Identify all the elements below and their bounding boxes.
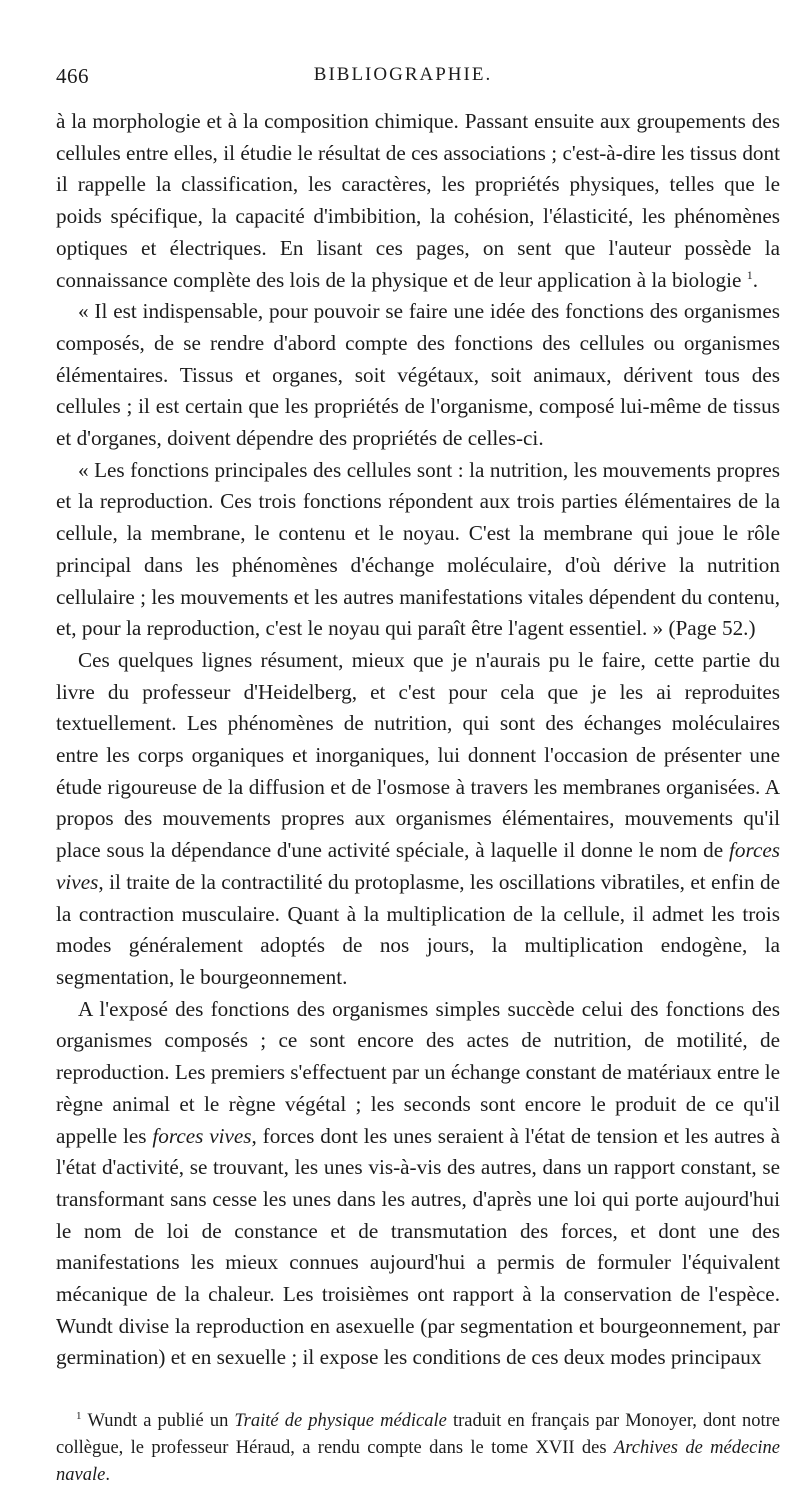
text-run: . <box>752 267 759 292</box>
text-run: Ces quelques lignes résument, mieux que je n'aurais pu le faire, cette partie du livre du professeur d'Heidelberg, et c'est pour cela que je les ai reproduites textuellement. Les phénomènes de nutrition, qui sont des échanges moléculaires entre les corps organiques et inorganiques, lui donnent l'occasion de présenter une étude rigoureuse de la diffusion et de l'osmose à travers les membranes organisées. A propos des mouvements propres aux organismes élémentaires, mouvements qu'il place sous la dépendance d'une activité spéciale, à laquelle il donne le nom de <box>56 647 780 863</box>
paragraph <box>56 106 780 296</box>
footnote <box>56 1408 780 1489</box>
italic-text: forces vives <box>56 838 780 894</box>
italic-text: forces vives <box>152 1123 252 1148</box>
text-run: « Il est indispensable, pour pouvoir se faire une idée des fonctions des organismes composés, de se rendre d'abord compte des fonctions des cellules ou organismes élémentaires. Tissus et organes, soit végétaux, soit animaux, dérivent tous des cellules ; il est certain que les propriétés de l'organisme, composé lui-même de tissus et d'organes, doivent dépendre des propriétés de celles-ci. <box>56 299 780 451</box>
running-title: BIBLIOGRAPHIE. <box>313 64 493 85</box>
running-head <box>56 64 780 96</box>
text-run: . <box>105 1465 110 1486</box>
footnotes <box>56 1408 780 1489</box>
text-run: , il traite de la contractilité du protoplasme, les oscillations vibratiles, et enfin de la contraction musculaire. Quant à la multiplication de la cellule, il admet les trois modes généralement adoptés de nos jours, la multiplication endogène, la segmentation, le bourgeonnement. <box>56 869 780 989</box>
text-run: Wundt a publié un <box>87 1411 235 1432</box>
text-run: à la morphologie et à la composition chimique. Passant ensuite aux groupements des cellules entre elles, il étudie le résultat de ces associations ; c'est-à-dire les tissus dont il rappelle la classification, les caractères, les propriétés physiques, telles que le poids spécifique, la capacité d'imbibition, la cohésion, l'élasticité, les phénomènes optiques et électriques. En lisant ces pages, on sent que l'auteur possède la connaissance complète des lois de la physique et de leur application à la biologie <box>56 109 780 292</box>
text-run: A l'exposé des fonctions des organismes simples succède celui des fonctions des organismes composés ; ce sont encore des actes de nutrition, de motilité, de reproduction. Les premiers s'effectuent par un échange constant de matériaux entre le règne animal et le règne végétal ; les seconds sont encore le produit de ce qu'il appelle les <box>56 996 780 1148</box>
italic-text: Traité de physique médicale <box>234 1411 447 1432</box>
text-run: « Les fonctions principales des cellules sont : la nutrition, les mouvements propres et la reproduction. Ces trois fonctions répondent aux trois parties élémentaires de la cellule, la membrane, le contenu et le noyau. C'est la membrane qui joue le rôle principal dans les phénomènes d'échange moléculaire, d'où dérive la nutrition cellulaire ; les mouvements et les autres manifestations vitales dépendent du contenu, et, pour la reproduction, c'est le noyau qui paraît être l'agent essentiel. » (Page 52.) <box>56 457 780 641</box>
page-number: 466 <box>56 64 89 88</box>
footnote-reference: 1 <box>746 267 753 282</box>
italic-text: Archives de médecine navale <box>56 1438 780 1486</box>
paragraph <box>56 645 780 994</box>
body-text <box>56 106 780 1374</box>
text-run: , forces dont les unes seraient à l'état de tension et les autres à l'état d'activité, se trouvant, les unes vis-à-vis des autres, dans un rapport constant, se transformant sans cesse les unes dans les autres, d'après une loi qui porte aujourd'hui le nom de loi de constance et de transmutation des forces, et dont une des manifestations les mieux connues aujourd'hui a permis de formuler l'équivalent mécanique de la chaleur. Les troisièmes ont rapport à la conservation de l'espèce. Wundt divise la reproduction en asexuelle (par segmentation et bourgeonnement, par germination) et en sexuelle ; il expose les conditions de ces deux modes principaux <box>56 1123 780 1370</box>
footnote-number: 1 <box>76 1409 82 1422</box>
paragraph <box>56 994 780 1374</box>
paragraph <box>56 455 780 645</box>
text-run: traduit en français par Monoyer, dont notre collègue, le professeur Héraud, a rendu compte dans le tome XVII des <box>56 1411 780 1459</box>
paragraph <box>56 296 780 455</box>
